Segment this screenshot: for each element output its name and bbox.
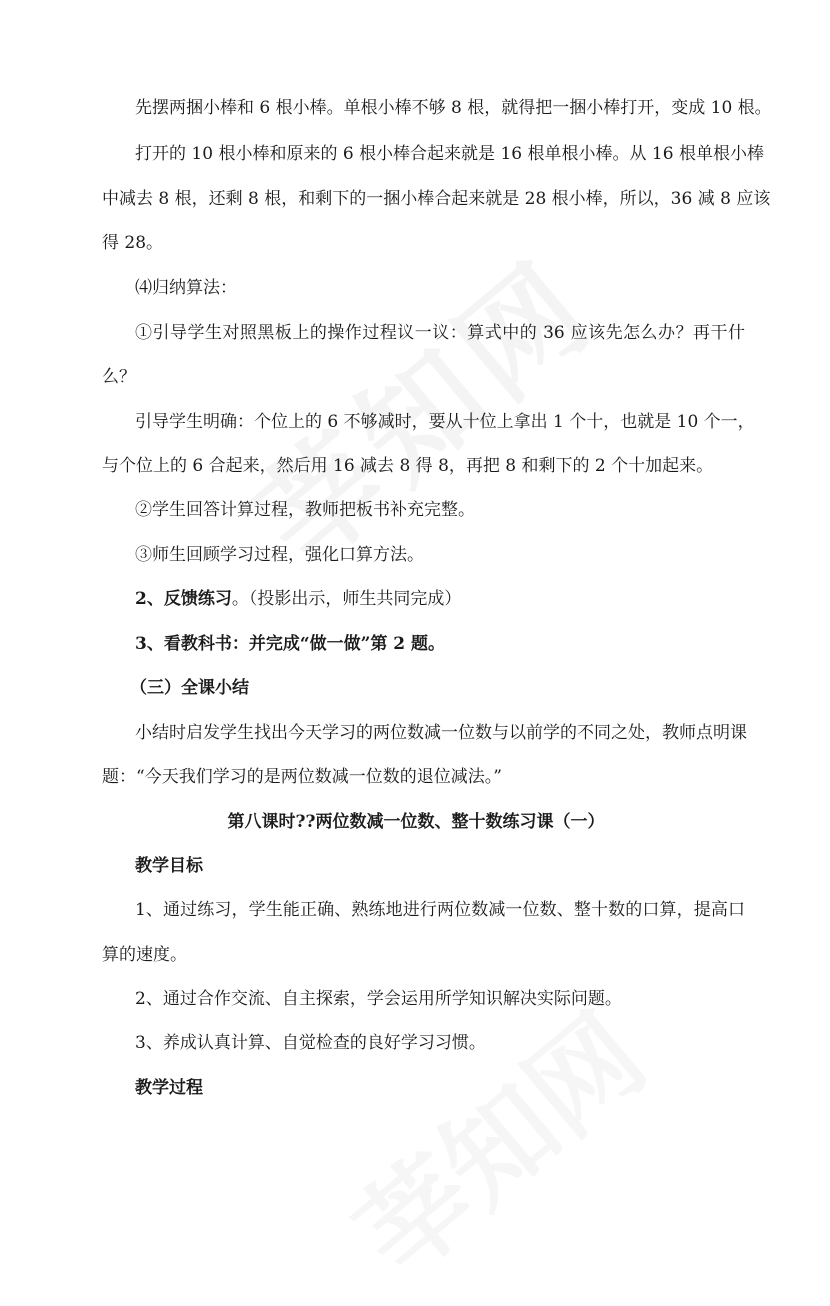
paragraph-line: ①引导学生对照黑板上的操作过程议一议：算式中的 36 应该先怎么办？再干什	[135, 323, 745, 343]
paragraph-line: 小结时启发学生找出今天学习的两位数减一位数与以前学的不同之处，教师点明课	[135, 723, 747, 743]
goal-title: 教学目标	[135, 856, 203, 876]
paragraph-line: ③师生回顾学习过程，强化口算方法。	[135, 545, 424, 565]
paragraph-line: ⑷归纳算法：	[135, 278, 237, 298]
watermark-bottom	[318, 972, 672, 1305]
paragraph-line: 中减去 8 根，还剩 8 根，和剩下的一捆小棒合起来就是 28 根小棒，所以，36 减 8 应该	[102, 189, 771, 209]
section-title: （三）全课小结	[130, 678, 249, 698]
paragraph-line: ②学生回答计算过程，教师把板书补充完整。	[135, 500, 475, 520]
paragraph-line	[135, 589, 745, 609]
paragraph-line: 先摆两捆小棒和 6 根小棒。单根小棒不够 8 根，就得把一捆小棒打开，变成 10 根。	[135, 98, 772, 118]
paragraph-line: 得 28。	[102, 233, 164, 253]
feedback-note: 。（投影出示，师生共同完成）	[231, 589, 462, 609]
process-title: 教学过程	[135, 1078, 203, 1098]
paragraph-line: 2、通过合作交流、自主探索，学会运用所学知识解决实际问题。	[135, 989, 622, 1009]
paragraph-line: 3、养成认真计算、自觉检查的良好学习习惯。	[135, 1033, 486, 1053]
paragraph-line: 算的速度。	[102, 945, 187, 965]
lesson-heading: 第八课时??两位数减一位数、整十数练习课（一）	[227, 812, 605, 832]
textbook-instruction: 3、看教科书：并完成“做一做”第 2 题。	[135, 634, 446, 654]
paragraph-line: 打开的 10 根小棒和原来的 6 根小棒合起来就是 16 根单根小棒。从 16 根单根小棒	[135, 144, 764, 164]
feedback-title: 2、反馈练习	[135, 589, 232, 609]
paragraph-line: 题：“今天我们学习的是两位数减一位数的退位减法。”	[102, 767, 502, 787]
paragraph-line: 么？	[102, 367, 136, 387]
paragraph-line: 与个位上的 6 合起来，然后用 16 减去 8 得 8，再把 8 和剩下的 2 个十加起来。	[102, 456, 714, 476]
paragraph-line: 引导学生明确：个位上的 6 不够减时，要从十位上拿出 1 个十，也就是 10 个一，	[135, 412, 755, 432]
paragraph-line: 1、通过练习，学生能正确、熟练地进行两位数减一位数、整十数的口算，提高口	[135, 900, 745, 920]
